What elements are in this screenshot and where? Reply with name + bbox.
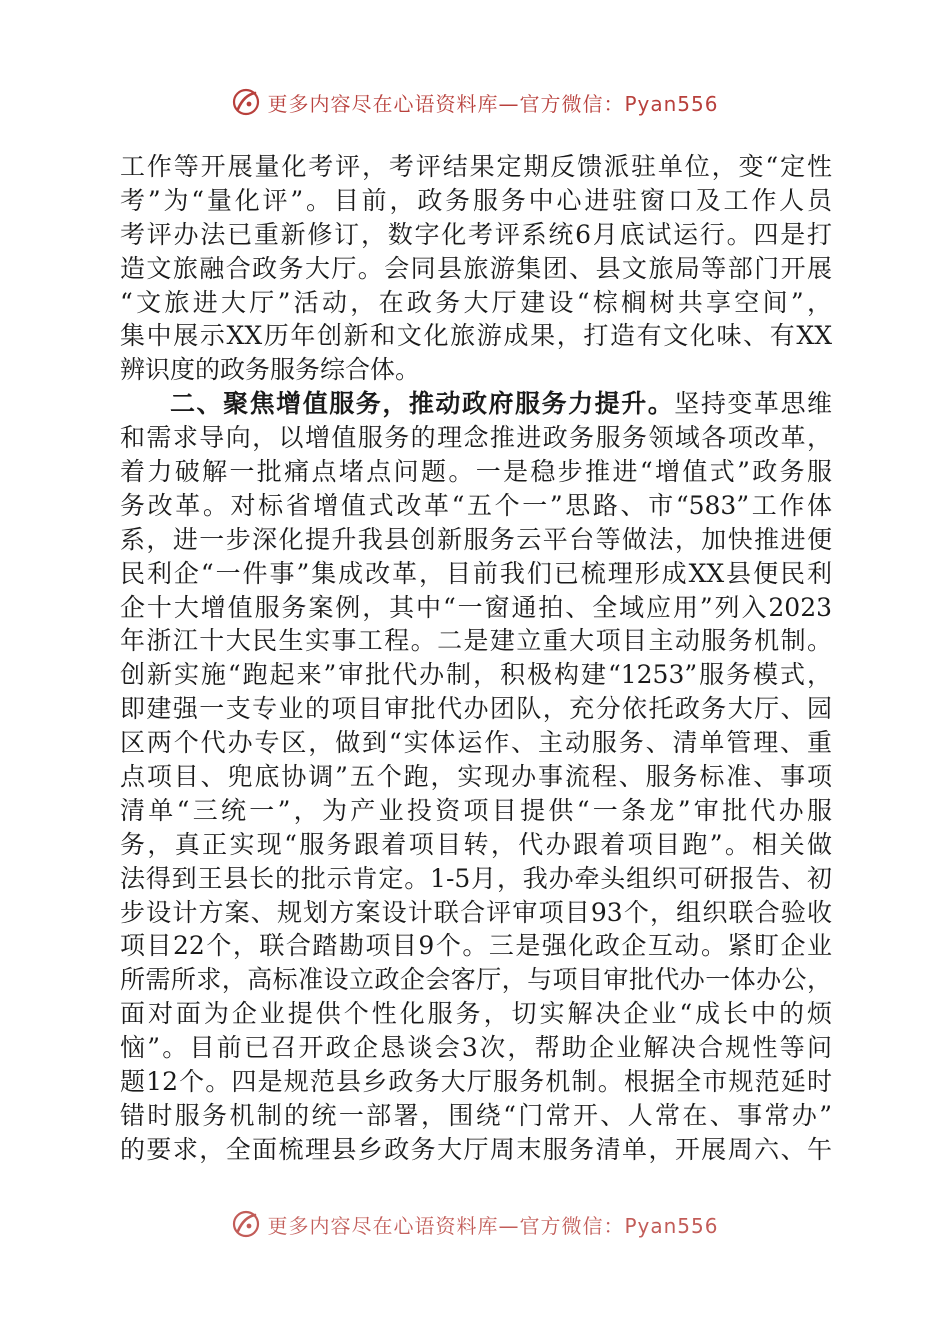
- text-line: [120, 963, 832, 997]
- text-line: [120, 828, 832, 862]
- text-line: [120, 591, 832, 625]
- document-body: [120, 150, 832, 1167]
- line-text: 企十大增值服务案例，其中“一窗通拍、全域应用”列入2023: [120, 592, 832, 622]
- text-line: [120, 1099, 832, 1133]
- line-text: 即建强一支专业的项目审批代办团队，充分依托政务大厅、园: [120, 694, 832, 724]
- line-text: 面对面为企业提供个性化服务，切实解决企业“成长中的烦: [120, 999, 832, 1029]
- line-text: 步设计方案、规划方案设计联合评审项目93个，组织联合验收: [120, 897, 832, 927]
- text-line: [120, 997, 832, 1031]
- text-line: [120, 286, 832, 320]
- line-text: 的要求，全面梳理县乡政务大厅周末服务清单，开展周六、午: [120, 1134, 832, 1164]
- text-line: [120, 624, 832, 658]
- text-line: [120, 421, 832, 455]
- text-line: [120, 387, 832, 421]
- line-text: 坚持变革思维: [674, 389, 832, 419]
- line-text: 项目22个，联合踏勘项目9个。三是强化政企互动。紧盯企业: [120, 931, 832, 961]
- text-line: [120, 896, 832, 930]
- line-text: “文旅进大厅”活动，在政务大厅建设“棕榈树共享空间”，: [120, 287, 832, 317]
- line-text: 务改革。对标省增值式改革“五个一”思路、市“583”工作体: [120, 490, 832, 520]
- line-text: 考评办法已重新修订，数字化考评系统6月底试运行。四是打: [120, 219, 832, 249]
- text-line: [120, 862, 832, 896]
- text-line: [120, 1133, 832, 1167]
- watermark-header: [0, 82, 950, 122]
- line-text: 错时服务机制的统一部署，围绕“门常开、人常在、事常办”: [120, 1100, 832, 1130]
- line-text: 辨识度的政务服务综合体。: [120, 355, 421, 385]
- watermark-footer: [0, 1204, 950, 1244]
- watermark-logo-icon: [231, 87, 261, 117]
- line-text: 造文旅融合政务大厅。会同县旅游集团、县文旅局等部门开展: [120, 253, 832, 283]
- line-text: 着力破解一批痛点堵点问题。一是稳步推进“增值式”政务服: [120, 457, 832, 487]
- text-line: [120, 760, 832, 794]
- line-text: 集中展示XX历年创新和文化旅游成果，打造有文化味、有XX: [120, 321, 832, 351]
- watermark-logo-icon: [231, 1209, 261, 1239]
- text-line: [120, 726, 832, 760]
- line-text: 工作等开展量化考评，考评结果定期反馈派驻单位，变“定性: [120, 152, 832, 181]
- text-line: [120, 1031, 832, 1065]
- text-line: [120, 150, 832, 184]
- line-text: 务，真正实现“服务跟着项目转，代办跟着项目跑”。相关做: [120, 829, 832, 859]
- text-line: [120, 557, 832, 591]
- text-line: [120, 794, 832, 828]
- line-text: 系，进一步深化提升我县创新服务云平台等做法，加快推进便: [120, 524, 832, 554]
- line-text: 和需求导向，以增值服务的理念推进政务服务领域各项改革，: [120, 423, 832, 453]
- text-line: [120, 455, 832, 489]
- section-heading: 二、聚焦增值服务，推动政府服务力提升。: [170, 389, 675, 419]
- text-line: [120, 658, 832, 692]
- text-line: [120, 353, 832, 387]
- line-text: 所需所求，高标准设立政企会客厅，与项目审批代办一体办公，: [120, 965, 832, 995]
- line-text: 创新实施“跑起来”审批代办制，积极构建“1253”服务模式，: [120, 660, 832, 690]
- text-line: [120, 319, 832, 353]
- line-text: 区两个代办专区，做到“实体运作、主动服务、清单管理、重: [120, 728, 832, 758]
- text-line: [120, 523, 832, 557]
- line-text: 题12个。四是规范县乡政务大厅服务机制。根据全市规范延时: [120, 1067, 832, 1097]
- text-line: [120, 184, 832, 218]
- line-text: 考”为“量化评”。目前，政务服务中心进驻窗口及工作人员: [120, 185, 832, 215]
- line-text: 民利企“一件事”集成改革，目前我们已梳理形成XX县便民利: [120, 558, 832, 588]
- text-line: [120, 489, 832, 523]
- text-line: [120, 692, 832, 726]
- line-text: 法得到王县长的批示肯定。1-5月，我办牵头组织可研报告、初: [120, 863, 832, 893]
- text-line: [120, 218, 832, 252]
- line-text: 恼”。目前已召开政企恳谈会3次，帮助企业解决合规性等问: [120, 1033, 832, 1063]
- watermark-text: 更多内容尽在心语资料库—官方微信：Pyan556: [267, 91, 719, 116]
- text-line: [120, 252, 832, 286]
- line-text: 点项目、兜底协调”五个跑，实现办事流程、服务标准、事项: [120, 762, 832, 792]
- line-text: 清单“三统一”，为产业投资项目提供“一条龙”审批代办服: [120, 795, 832, 825]
- watermark-text: 更多内容尽在心语资料库—官方微信：Pyan556: [267, 1213, 719, 1238]
- text-line: [120, 1065, 832, 1099]
- text-line: [120, 929, 832, 963]
- line-text: 年浙江十大民生实事工程。二是建立重大项目主动服务机制。: [120, 626, 832, 656]
